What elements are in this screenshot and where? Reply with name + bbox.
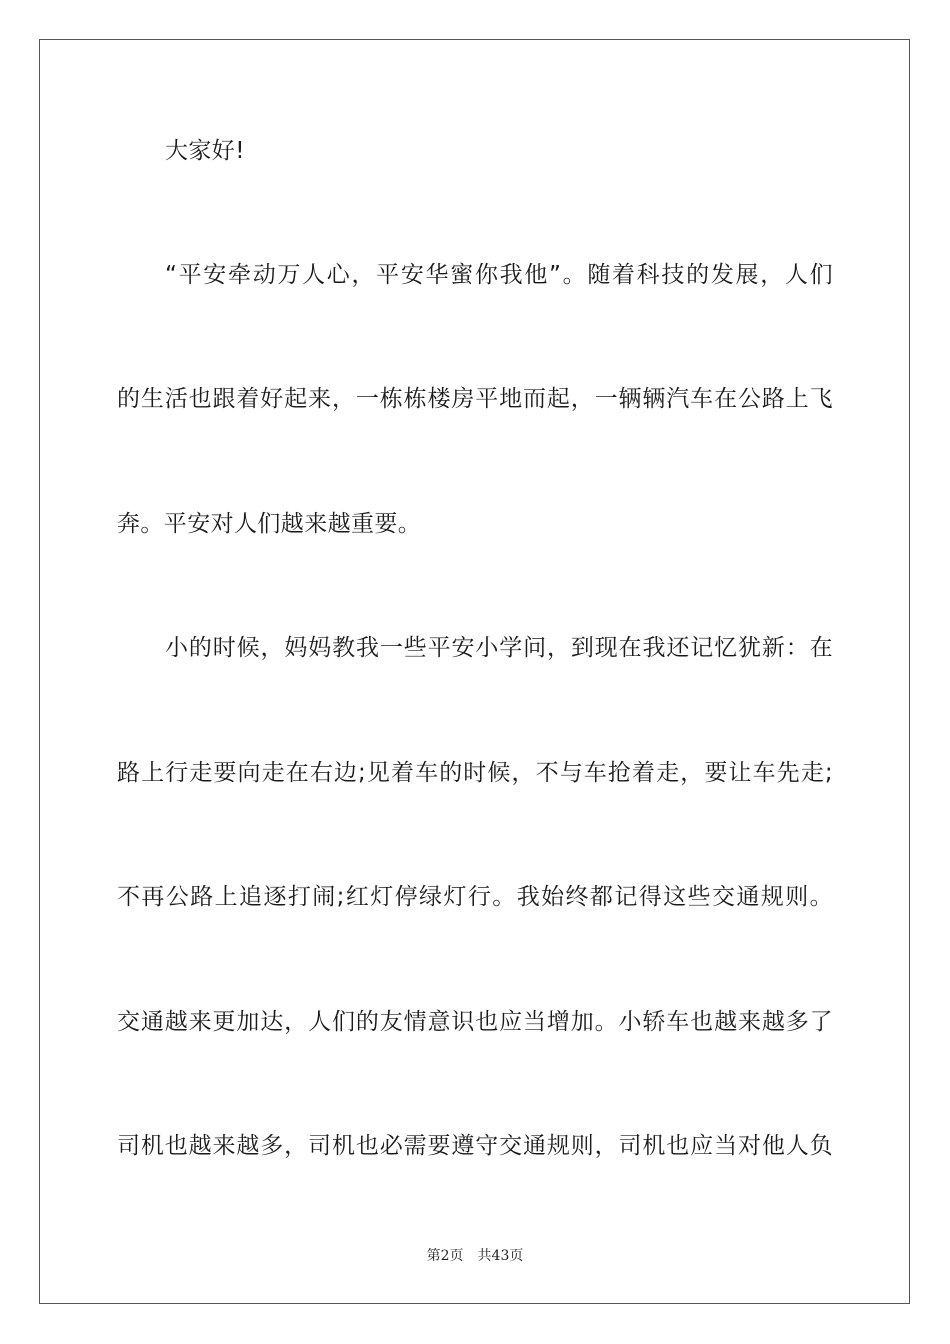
greeting-line: 大家好!: [165, 138, 245, 164]
paragraph-1-line-2: 的生活也跟着好起来，一栋栋楼房平地而起，一辆辆汽车在公路上飞: [117, 386, 833, 412]
page-footer: [0, 1247, 950, 1265]
paragraph-2-line-5: 司机也越来越多，司机也必需要遵守交通规则，司机也应当对他人负: [117, 1133, 833, 1159]
paragraph-2-line-4: 交通越来更加达，人们的友情意识也应当增加。小轿车也越来越多了: [117, 1009, 833, 1035]
paragraph-2-line-2: 路上行走要向走在右边;见着车的时候，不与车抢着走，要让车先走;: [117, 760, 833, 786]
page-border: [39, 39, 910, 1304]
page-total: 共43页: [477, 1248, 524, 1264]
paragraph-2-line-3: 不再公路上追逐打闹;红灯停绿灯行。我始终都记得这些交通规则。: [117, 884, 833, 910]
page-number: 第2页: [426, 1248, 464, 1264]
paragraph-1-line-1: “平安牵动万人心，平安华蜜你我他”。随着科技的发展，人们: [165, 262, 833, 288]
paragraph-1-line-3: 奔。平安对人们越来越重要。: [117, 511, 422, 537]
paragraph-2-line-1: 小的时候，妈妈教我一些平安小学问，到现在我还记忆犹新：在: [165, 635, 833, 661]
